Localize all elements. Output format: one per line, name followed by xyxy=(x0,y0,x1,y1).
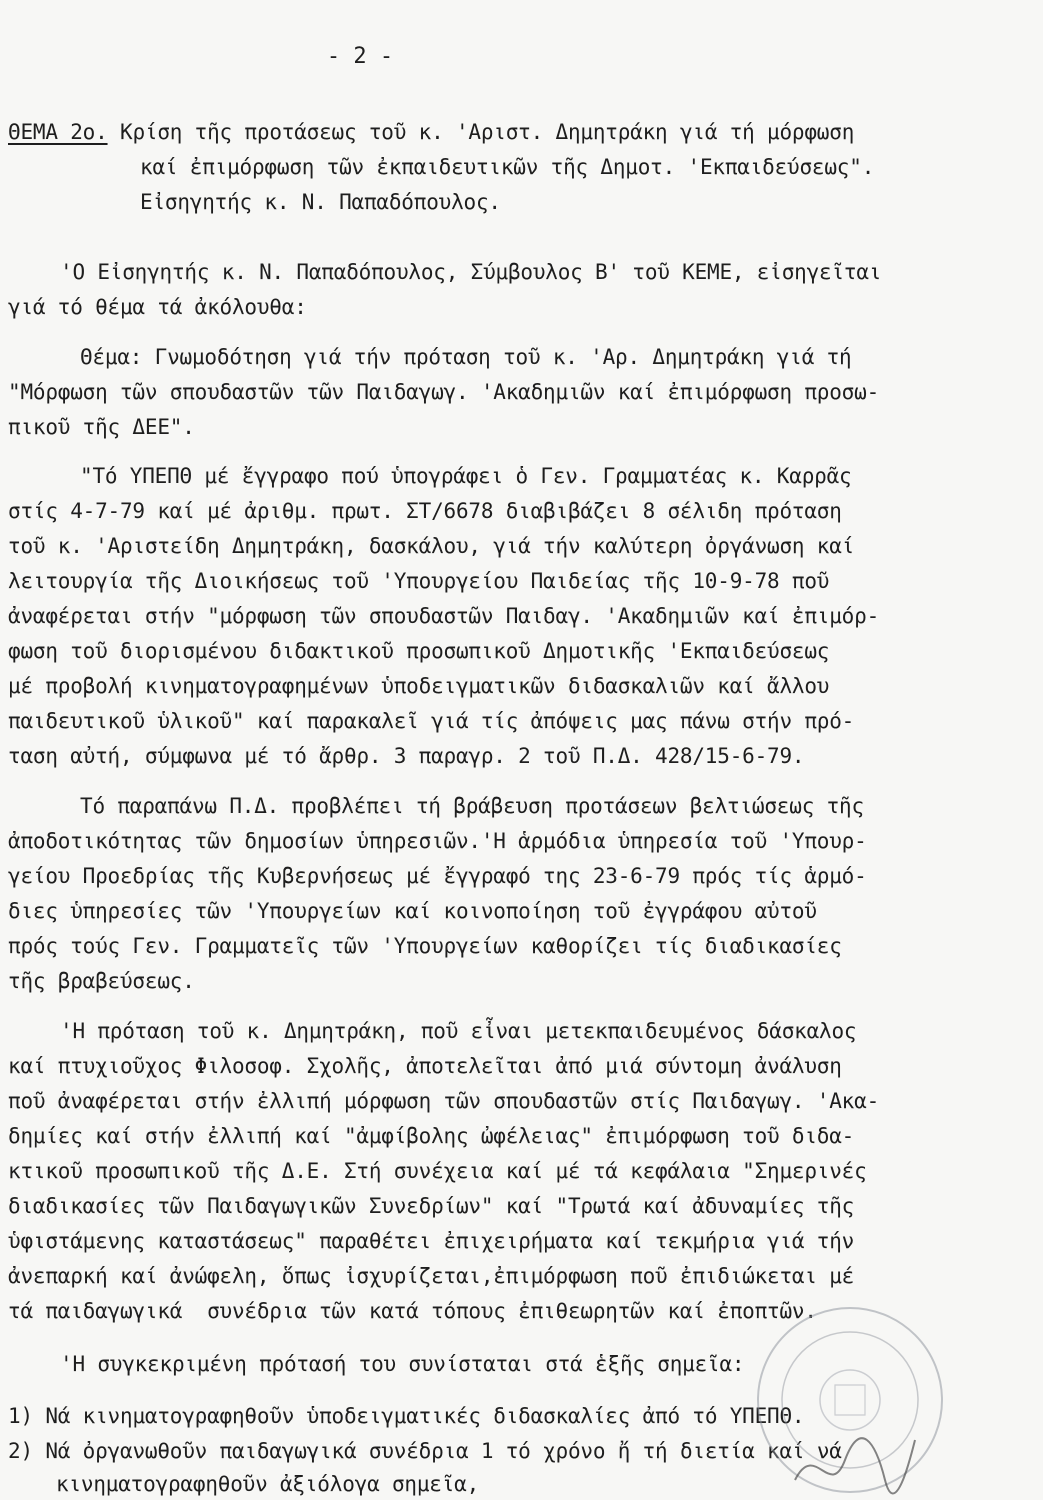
paragraph-2-line-3: λειτουργία τῆς Διοικήσεως τοῦ 'Υπουργείου Παιδείας τῆς 10-9-78 ποῦ xyxy=(8,569,830,593)
paragraph-3-line-0: Τό παραπάνω Π.Δ. προβλέπει τή βράβευση προτάσεων βελτιώσεως τῆς xyxy=(80,794,864,818)
paragraph-4-line-8: τά παιδαγωγικά συνέδρια τῶν κατά τόπους ἐπιθεωρητῶν καί ἐποπτῶν. xyxy=(8,1299,817,1323)
page-number: - 2 - xyxy=(326,44,394,69)
paragraph-0-line-0: 'Ο Εἰσηγητής κ. Ν. Παπαδόπουλος, Σύμβουλος Β' τοῦ ΚΕΜΕ, εἰσηγεῖται xyxy=(60,260,882,284)
paragraph-2-line-6: μέ προβολή κινηματογραφημένων ὑποδειγματικῶν διδασκαλιῶν καί ἄλλου xyxy=(8,674,830,698)
heading-line-3: Εἰσηγητής κ. Ν. Παπαδόπουλος. xyxy=(140,190,501,214)
paragraph-1-line-0: Θέμα: Γνωμοδότηση γιά τήν πρόταση τοῦ κ. 'Αρ. Δημητράκη γιά τή xyxy=(80,345,852,369)
list-item-2-text: Νά ὀργανωθοῦν παιδαγωγικά συνέδρια 1 τό χρόνο ἤ τή διετία καί νά xyxy=(45,1439,842,1463)
paragraph-2-line-1: στίς 4-7-79 καί μέ ἀριθμ. πρωτ. ΣΤ/6678 διαβιβάζει 8 σέλιδη πρόταση xyxy=(8,499,842,523)
paragraph-2-line-4: ἀναφέρεται στήν "μόρφωση τῶν σπουδαστῶν Παιδαγ. 'Ακαδημιῶν καί ἐπιμόρ- xyxy=(8,604,880,628)
paragraph-4-line-2: ποῦ ἀναφέρεται στήν ἐλλιπή μόρφωση τῶν σπουδαστῶν στίς Παιδαγωγ. 'Ακα- xyxy=(8,1089,880,1113)
list-item-2 xyxy=(8,1437,842,1465)
paragraph-5-line-0: 'Η συγκεκριμένη πρότασή του συνίσταται στά ἑξῆς σημεῖα: xyxy=(60,1352,745,1376)
paragraph-2-line-2: τοῦ κ. 'Αριστείδη Δημητράκη, δασκάλου, γιά τήν καλύτερη ὀργάνωση καί xyxy=(8,534,855,558)
paragraph-3-line-5: τῆς βραβεύσεως. xyxy=(8,969,195,993)
paragraph-3-line-1: ἀποδοτικότητας τῶν δημοσίων ὑπηρεσιῶν.'Η ἁρμόδια ὑπηρεσία τοῦ 'Υπουρ- xyxy=(8,829,867,853)
paragraph-4-line-1: καί πτυχιοῦχος Φιλοσοφ. Σχολῆς, ἀποτελεῖται ἀπό μιά σύντομη ἀνάλυση xyxy=(8,1054,842,1078)
paragraph-4-line-5: διαδικασίες τῶν Παιδαγωγικῶν Συνεδρίων" καί "Τρωτά καί ἀδυναμίες τῆς xyxy=(8,1194,855,1218)
paragraph-4-line-3: δημίες καί στήν ἐλλιπή καί "ἀμφίβολης ὠφέλειας" ἐπιμόρφωση τοῦ διδα- xyxy=(8,1124,855,1148)
paragraph-3-line-4: πρός τούς Γεν. Γραμματεῖς τῶν 'Υπουργείων καθορίζει τίς διαδικασίες xyxy=(8,934,842,958)
list-item-2-continuation: κινηματογραφηθοῦν ἀξιόλογα σημεῖα, xyxy=(56,1472,480,1496)
official-seal-icon xyxy=(735,1290,965,1500)
paragraph-3-line-3: διες ὑπηρεσίες τῶν 'Υπουργείων καί κοινοποίηση τοῦ ἐγγράφου αὐτοῦ xyxy=(8,899,817,923)
list-item-1-text: Νά κινηματογραφηθοῦν ὑποδειγματικές διδασκαλίες ἀπό τό ΥΠΕΠΘ. xyxy=(45,1404,805,1428)
list-item-1 xyxy=(8,1402,804,1430)
paragraph-4-line-6: ὑφιστάμενης καταστάσεως" παραθέτει ἐπιχειρήματα καί τεκμήρια γιά τήν xyxy=(8,1229,855,1253)
heading-line-2: καί ἐπιμόρφωση τῶν ἐκπαιδευτικῶν τῆς Δημοτ. 'Εκπαιδεύσεως". xyxy=(140,155,875,179)
paragraph-2-line-7: παιδευτικοῦ ὑλικοῦ" καί παρακαλεῖ γιά τίς ἀπόψεις μας πάνω στήν πρό- xyxy=(8,709,855,733)
heading-label: ΘΕΜΑ 2ο. xyxy=(8,120,108,144)
paragraph-2-line-8: ταση αὐτή, σύμφωνα μέ τό ἄρθρ. 3 παραγρ. 2 τοῦ Π.Δ. 428/15-6-79. xyxy=(8,744,805,768)
paragraph-1-line-1: "Μόρφωση τῶν σπουδαστῶν τῶν Παιδαγωγ. 'Ακαδημιῶν καί ἐπιμόρφωση προσω- xyxy=(8,380,880,404)
list-item-1-number: 1) xyxy=(8,1404,33,1428)
list-item-2-number: 2) xyxy=(8,1439,33,1463)
paragraph-3-line-2: γείου Προεδρίας τῆς Κυβερνήσεως μέ ἔγγραφό της 23-6-79 πρός τίς ἁρμό- xyxy=(8,864,867,888)
paragraph-4-line-7: ἀνεπαρκή καί ἀνώφελη, ὅπως ἰσχυρίζεται,ἐπιμόρφωση ποῦ ἐπιδιώκεται μέ xyxy=(8,1264,855,1288)
heading-text-1: Κρίση τῆς προτάσεως τοῦ κ. 'Αριστ. Δημητράκη γιά τή μόρφωση xyxy=(120,120,855,144)
paragraph-1-line-2: πικοῦ τῆς ΔΕΕ". xyxy=(8,415,195,439)
paragraph-2-line-0: "Τό ΥΠΕΠΘ μέ ἔγγραφο πού ὑπογράφει ὁ Γεν. Γραμματέας κ. Καρρᾶς xyxy=(80,464,852,488)
heading-line-1 xyxy=(8,118,854,146)
paragraph-4-line-4: κτικοῦ προσωπικοῦ τῆς Δ.Ε. Στή συνέχεια καί μέ τά κεφάλαια "Σημερινές xyxy=(8,1159,867,1183)
paragraph-0-line-1: γιά τό θέμα τά ἀκόλουθα: xyxy=(8,295,307,319)
paragraph-4-line-0: 'Η πρόταση τοῦ κ. Δημητράκη, ποῦ εἶναι μετεκπαιδευμένος δάσκαλος xyxy=(60,1019,857,1043)
paragraph-2-line-5: φωση τοῦ διορισμένου διδακτικοῦ προσωπικοῦ Δημοτικῆς 'Εκπαιδεύσεως xyxy=(8,639,830,663)
